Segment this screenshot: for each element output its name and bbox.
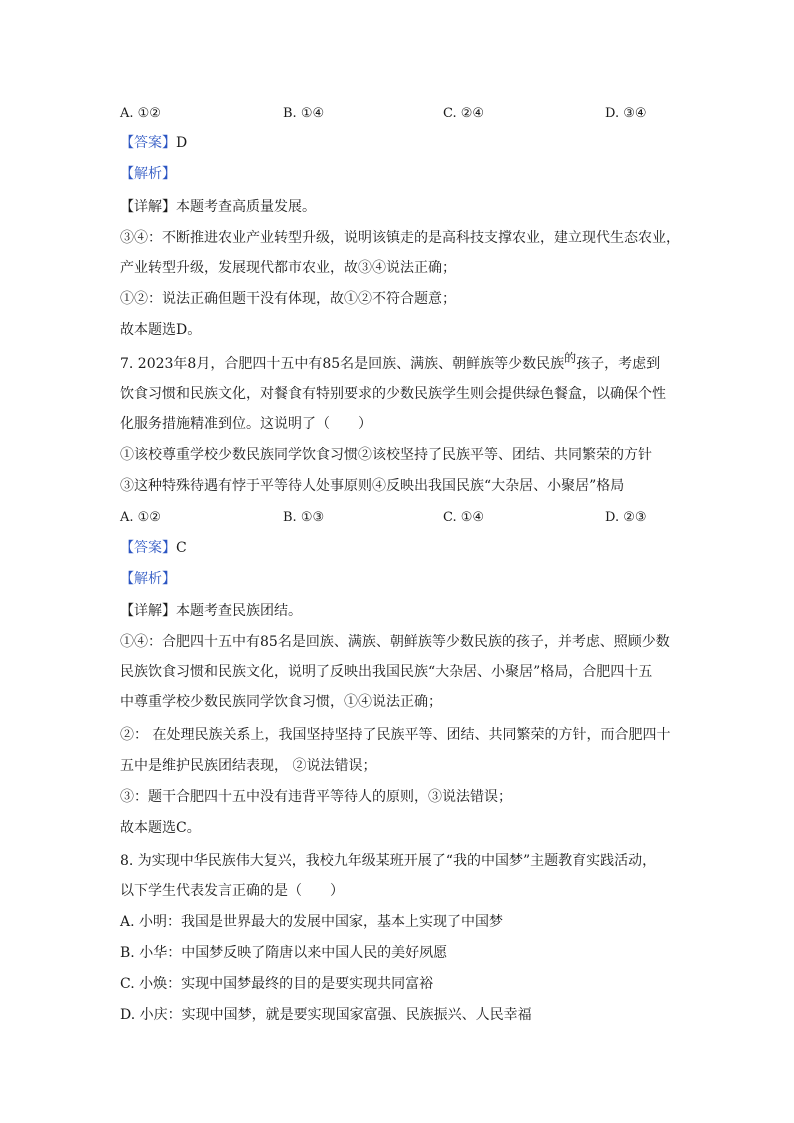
q6-detail-line: ①②：说法正确但题干没有体现，故①②不符合题意； xyxy=(120,291,456,307)
q8-option-b: B. 小华：中国梦反映了隋唐以来中国人民的美好夙愿 xyxy=(120,945,448,961)
q7-detail-line: ①④：合肥四十五中有85名是回族、满族、朝鲜族等少数民族的孩子，并考虑、照顾少数 xyxy=(120,634,670,650)
q7-options xyxy=(120,508,680,528)
q6-option-d: D. ③④ xyxy=(605,106,647,121)
q7-stem-sup: 的 xyxy=(564,351,577,365)
q7-detail-line: 民族饮食习惯和民族文化，说明了反映出我国民族“大杂居、小聚居”格局，合肥四十五 xyxy=(120,664,653,680)
q7-detail-line: 中尊重学校少数民族同学饮食习惯，①④说法正确； xyxy=(120,694,442,710)
q7-detail-line: 故本题选C。 xyxy=(120,820,201,836)
q7-analysis-tag: 【解析】 xyxy=(120,571,176,587)
q6-option-c: C. ②④ xyxy=(443,106,485,121)
q6-option-a: A. ①② xyxy=(120,106,161,121)
q7-stem-line: 饮食习惯和民族文化，对餐食有特别要求的少数民族学生则会提供绿色餐盒，以确保个性 xyxy=(120,386,666,402)
q8-option-a: A. 小明：我国是世界最大的发展中国家，基本上实现了中国梦 xyxy=(120,914,504,930)
answer-tag: 【答案】 xyxy=(120,135,176,151)
q6-analysis-tag: 【解析】 xyxy=(120,166,176,182)
q6-option-b: B. ①④ xyxy=(283,106,325,121)
q7-detail-line: 五中是维护民族团结表现， ②说法错误； xyxy=(120,758,377,774)
q7-option-c: C. ①④ xyxy=(443,510,485,525)
q7-statement: ③这种特殊待遇有悖于平等待人处事原则④反映出我国民族“大杂居、小聚居”格局 xyxy=(120,478,625,494)
q7-stem-part: 孩子，考虑到 xyxy=(576,356,661,372)
q7-detail-line: ③：题干合肥四十五中没有违背平等待人的原则，③说法错误； xyxy=(120,789,512,805)
q8-option-d: D. 小庆：实现中国梦，就是要实现国家富强、民族振兴、人民幸福 xyxy=(120,1007,532,1023)
q6-options xyxy=(120,104,680,124)
q7-detail-line: ②： 在处理民族关系上，我国坚持坚持了民族平等、团结、共同繁荣的方针，而合肥四十 xyxy=(120,727,671,743)
answer-tag: 【答案】 xyxy=(120,540,176,556)
q7-option-d: D. ②③ xyxy=(605,510,647,525)
q6-detail-line: ③④：不断推进农业产业转型升级，说明该镇走的是高科技支撑农业，建立现代生态农业， xyxy=(120,230,680,246)
q7-stem-line: 化服务措施精准到位。这说明了（ ） xyxy=(120,416,372,432)
q6-detail-line: 故本题选D。 xyxy=(120,322,202,338)
q7-detail-line: 【详解】本题考查民族团结。 xyxy=(120,603,302,619)
q7-option-a: A. ①② xyxy=(120,510,161,525)
q7-stem-part: 7. 2023年8月，合肥四十五中有85名是回族、满族、朝鲜族等少数民族 xyxy=(120,356,565,372)
q7-answer xyxy=(120,538,680,558)
q6-detail-line: 产业转型升级，发展现代都市农业，故③④说法正确； xyxy=(120,260,456,276)
q8-option-c: C. 小焕：实现中国梦最终的目的是要实现共同富裕 xyxy=(120,976,434,992)
q7-statement: ①该校尊重学校少数民族同学饮食习惯②该校坚持了民族平等、团结、共同繁荣的方针 xyxy=(120,447,652,463)
q6-answer xyxy=(120,133,680,153)
q8-stem-line: 8. 为实现中华民族伟大复兴，我校九年级某班开展了“我的中国梦”主题教育实践活动， xyxy=(120,853,657,869)
q7-stem-line xyxy=(120,351,680,374)
q7-option-b: B. ①③ xyxy=(283,510,325,525)
answer-value: C xyxy=(176,540,187,556)
answer-value: D xyxy=(176,135,188,151)
q8-stem-line: 以下学生代表发言正确的是（ ） xyxy=(120,883,344,899)
q6-detail-line: 【详解】本题考查高质量发展。 xyxy=(120,199,316,215)
